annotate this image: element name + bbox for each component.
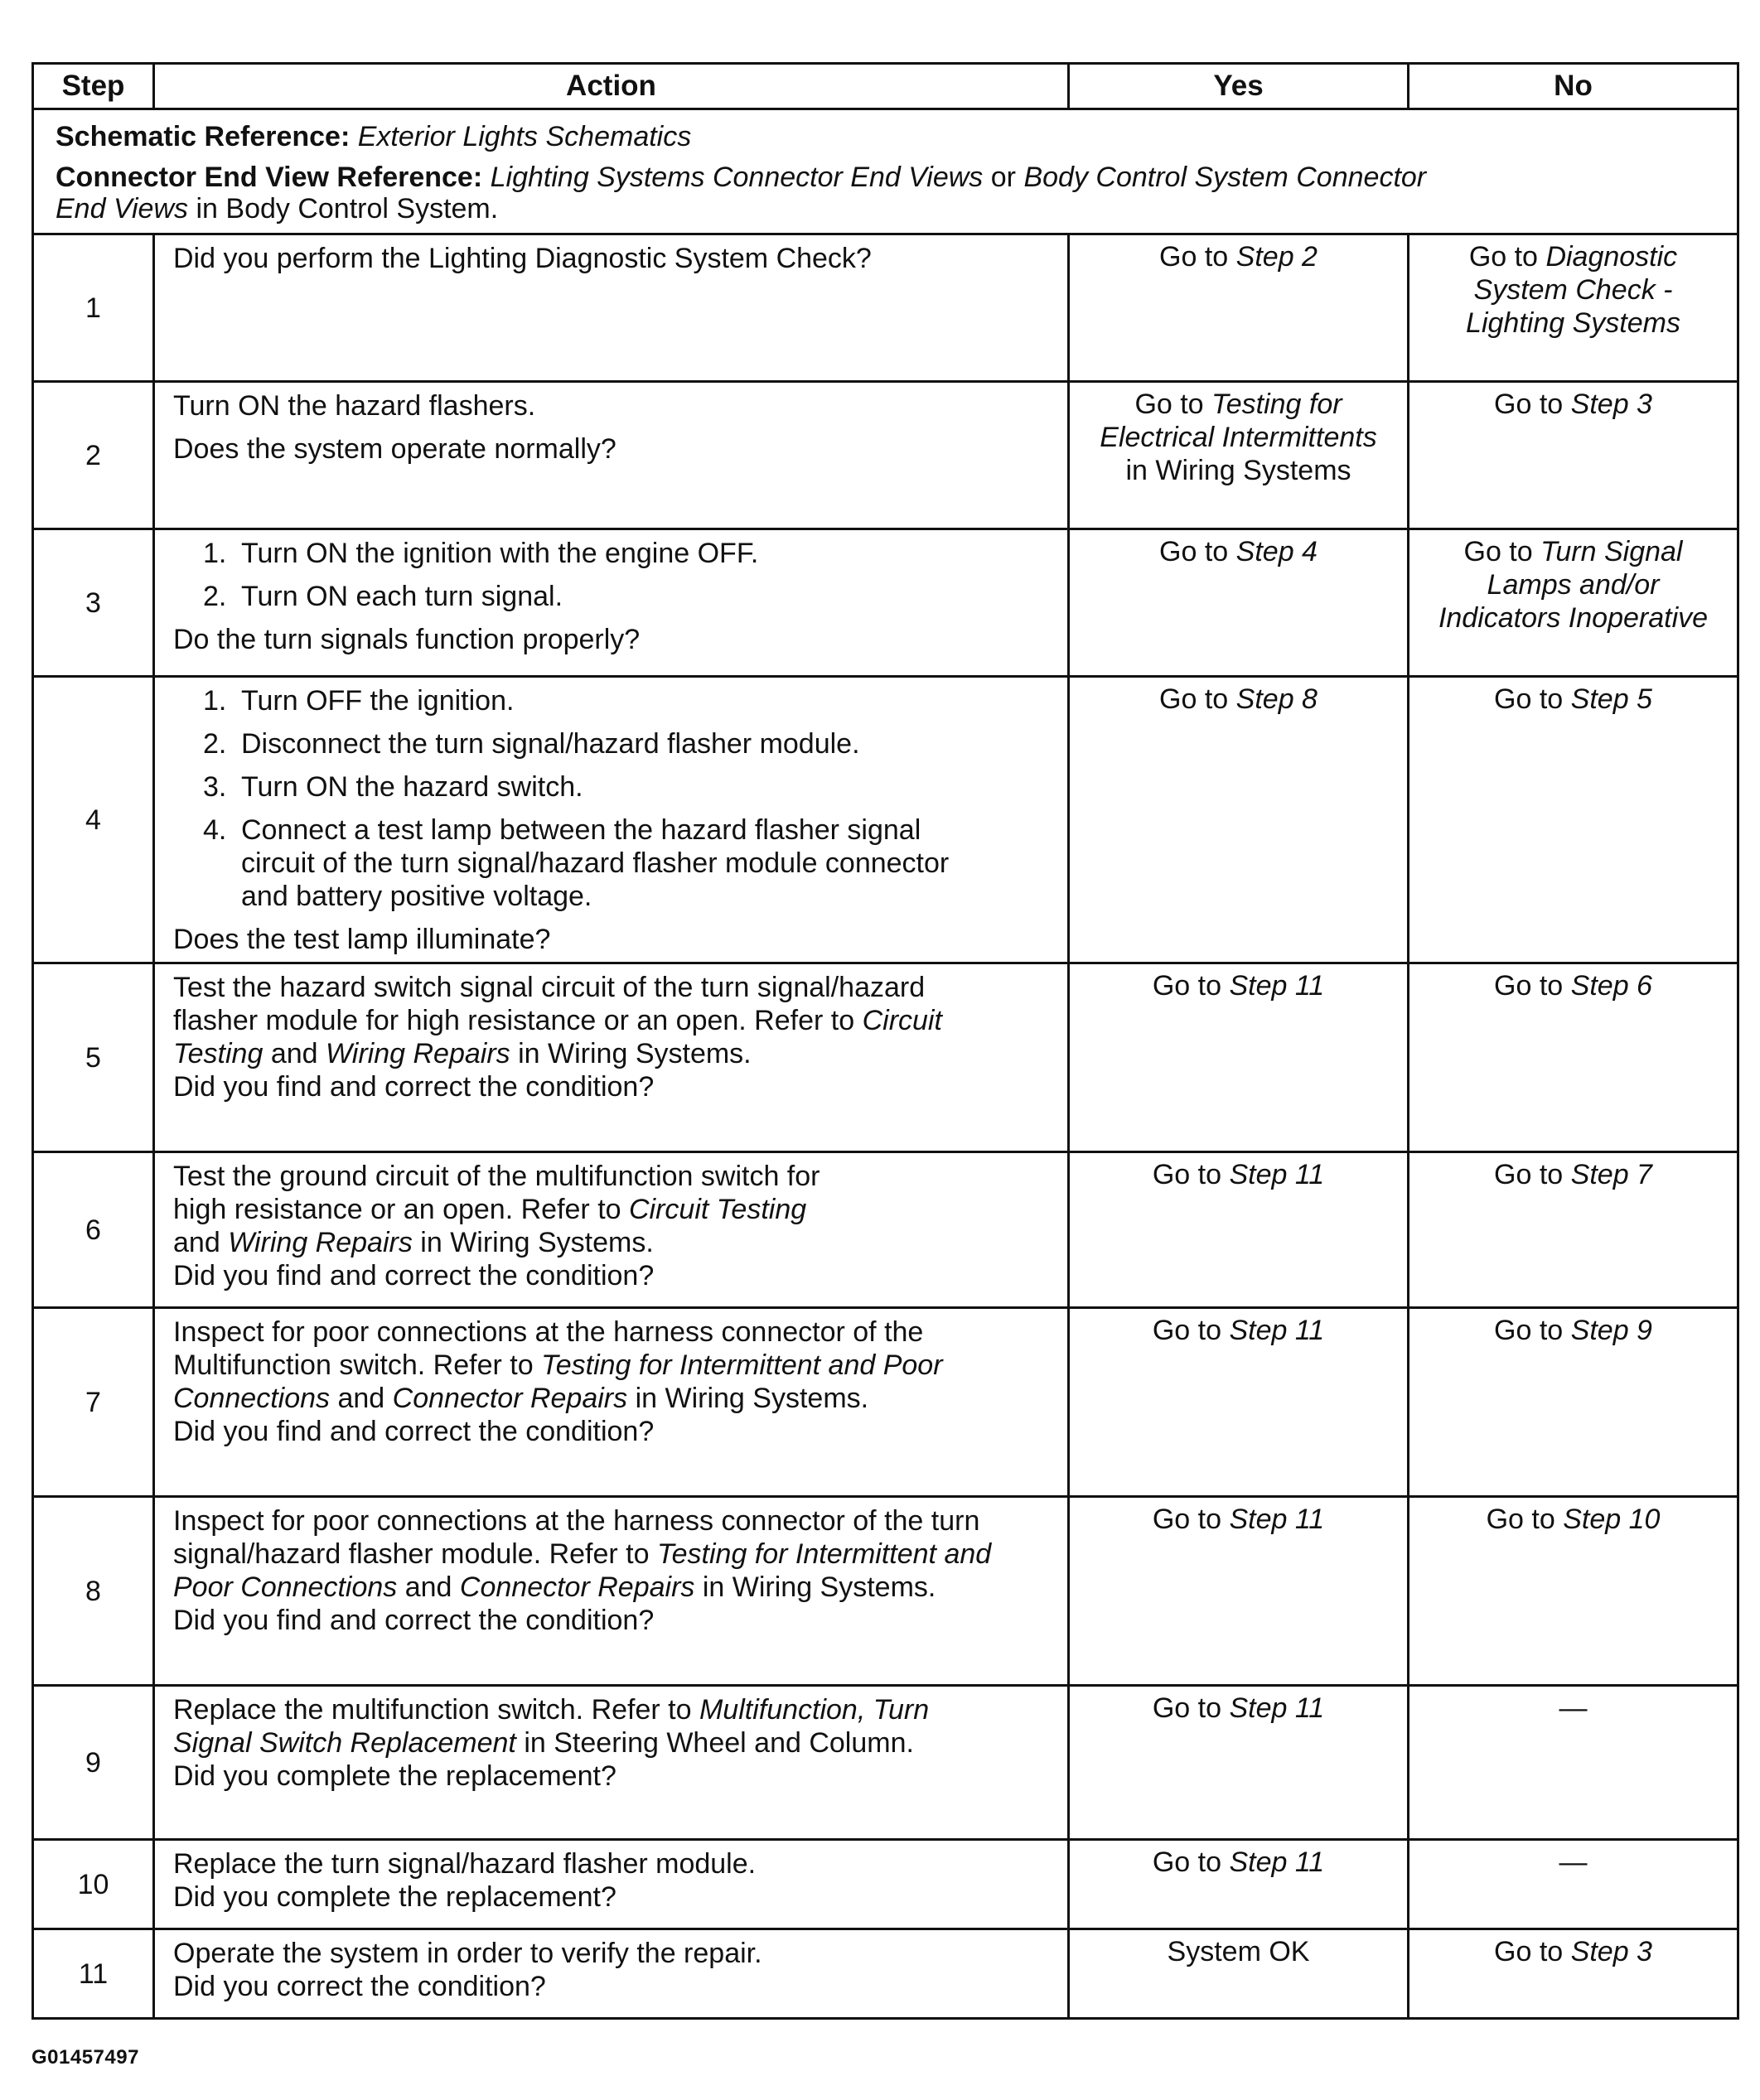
no-prefix: Go to (1494, 389, 1564, 420)
header-yes: Yes (1069, 64, 1409, 109)
action-text-and: and (173, 1227, 220, 1258)
action-text-and: and (270, 1038, 318, 1069)
no-cell (1409, 677, 1738, 963)
action-text-and: and (337, 1383, 385, 1414)
yes-cell (1069, 529, 1409, 677)
list-item-number: 2. (203, 581, 227, 612)
yes-prefix: Go to (1159, 683, 1229, 715)
action-cell (154, 1686, 1069, 1840)
table-row (33, 382, 1738, 529)
no-step-link: Step 9 (1570, 1315, 1652, 1346)
no-dash: — (1559, 1692, 1588, 1724)
action-cell (154, 382, 1069, 529)
action-list (173, 537, 1049, 613)
table-row (33, 1840, 1738, 1929)
action-cell (154, 1497, 1069, 1686)
action-text: Turn ON the hazard flashers. (173, 390, 536, 422)
action-link-1: Circuit Testing (173, 1005, 942, 1069)
action-text-and: and (404, 1571, 452, 1603)
yes-step-link: Step 11 (1229, 1159, 1325, 1190)
yes-suffix: in Wiring Systems (1125, 455, 1351, 486)
schematic-reference-link: Exterior Lights Schematics (357, 121, 692, 152)
no-cell (1409, 529, 1738, 677)
no-link-line-2: System Check - (1473, 274, 1673, 306)
no-link-line-1: Turn Signal (1540, 536, 1683, 567)
action-question: Did you find and correct the condition? (173, 1071, 655, 1103)
action-link-1: Testing for Intermittent and Poor Connections (173, 1538, 992, 1603)
no-prefix: Go to (1494, 1936, 1564, 1967)
action-cell (154, 234, 1069, 382)
no-step-link: Step 3 (1570, 389, 1652, 420)
yes-cell (1069, 1929, 1409, 2019)
yes-link-line-2: Electrical Intermittents (1100, 422, 1377, 453)
yes-prefix: Go to (1152, 1315, 1222, 1346)
no-step-link: Step 7 (1570, 1159, 1652, 1190)
header-no: No (1409, 64, 1738, 109)
action-link-1: Testing for Intermittent and Poor Connections (173, 1349, 943, 1414)
no-cell (1409, 1152, 1738, 1308)
table-row (33, 1497, 1738, 1686)
no-dash: — (1559, 1847, 1588, 1878)
yes-step-link: Step 4 (1235, 536, 1318, 567)
table-row (33, 1929, 1738, 2019)
table-row (33, 963, 1738, 1152)
list-item-text: Turn ON the hazard switch. (241, 771, 583, 803)
action-cell (154, 529, 1069, 677)
yes-step-link: Step 2 (1235, 241, 1318, 273)
action-question: Did you complete the replacement? (173, 1760, 616, 1792)
no-cell (1409, 963, 1738, 1152)
header-row (33, 64, 1738, 109)
no-prefix: Go to (1494, 1315, 1564, 1346)
figure-id: G01457497 (31, 2046, 139, 2069)
no-prefix: Go to (1494, 683, 1564, 715)
yes-step-link: Step 11 (1229, 1315, 1325, 1346)
reference-cell (33, 109, 1738, 234)
step-number: 6 (33, 1152, 154, 1308)
action-text: Test the ground circuit of the multifunction switch for high resistance or an open. Refer to (173, 1161, 820, 1225)
action-cell (154, 1152, 1069, 1308)
step-number: 1 (33, 234, 154, 382)
action-question: Did you find and correct the condition? (173, 1260, 655, 1291)
yes-prefix: Go to (1152, 1159, 1222, 1190)
action-question: Does the system operate normally? (173, 433, 616, 465)
list-item (173, 537, 1049, 570)
yes-step-link: Step 11 (1229, 970, 1325, 1002)
action-text: Replace the turn signal/hazard flasher module. (173, 1848, 757, 1880)
no-link-line-1: Diagnostic (1545, 241, 1678, 273)
action-text-suffix: in Steering Wheel and Column. (524, 1727, 914, 1759)
action-cell (154, 1308, 1069, 1497)
list-item (173, 770, 1049, 804)
no-link-line-2: Lamps and/or (1487, 569, 1660, 601)
yes-step-link: Step 11 (1229, 1692, 1325, 1724)
action-text-suffix: in Wiring Systems. (518, 1038, 752, 1069)
yes-step-link: Step 11 (1229, 1847, 1325, 1878)
action-question: Does the test lamp illuminate? (173, 924, 551, 955)
schematic-reference (56, 120, 1737, 153)
no-prefix: Go to (1494, 970, 1564, 1002)
yes-cell (1069, 1308, 1409, 1497)
no-step-link: Step 10 (1563, 1504, 1661, 1535)
connector-reference-suffix: in Body Control System. (196, 193, 499, 224)
yes-prefix: Go to (1159, 536, 1229, 567)
list-item (173, 813, 1049, 913)
yes-cell (1069, 1152, 1409, 1308)
action-question: Did you find and correct the condition? (173, 1416, 655, 1447)
list-item (173, 727, 1049, 760)
no-cell (1409, 1840, 1738, 1929)
list-item-number: 4. (203, 814, 227, 846)
action-text-suffix: in Wiring Systems. (420, 1227, 654, 1258)
step-number: 10 (33, 1840, 154, 1929)
schematic-reference-label: Schematic Reference: (56, 121, 351, 152)
table-row (33, 1152, 1738, 1308)
yes-cell (1069, 1686, 1409, 1840)
yes-cell (1069, 677, 1409, 963)
no-prefix: Go to (1463, 536, 1533, 567)
action-text: Did you perform the Lighting Diagnostic System Check? (173, 243, 872, 274)
connector-reference-label: Connector End View Reference: (56, 162, 483, 193)
step-number: 5 (33, 963, 154, 1152)
action-text: Inspect for poor connections at the harness connector of the Multifunction switch. Refer to (173, 1316, 924, 1381)
diagnostic-table (31, 62, 1739, 2020)
action-link-2: Connector Repairs (459, 1571, 695, 1603)
no-step-link: Step 6 (1570, 970, 1652, 1002)
step-number: 11 (33, 1929, 154, 2019)
header-action: Action (154, 64, 1069, 109)
no-cell (1409, 382, 1738, 529)
action-text: Inspect for poor connections at the harness connector of the turn signal/hazard flasher module. Refer to (173, 1505, 980, 1570)
step-number: 3 (33, 529, 154, 677)
list-item-number: 1. (203, 685, 227, 717)
yes-cell (1069, 234, 1409, 382)
yes-value: System OK (1167, 1936, 1310, 1967)
list-item-number: 2. (203, 728, 227, 760)
table-row (33, 1308, 1738, 1497)
connector-reference-link-1: Lighting Systems Connector End Views (490, 162, 984, 193)
step-number: 2 (33, 382, 154, 529)
action-link-2: Wiring Repairs (228, 1227, 413, 1258)
yes-step-link: Step 11 (1229, 1504, 1325, 1535)
action-question: Did you correct the condition? (173, 1971, 546, 2002)
yes-cell (1069, 963, 1409, 1152)
yes-prefix: Go to (1152, 1692, 1222, 1724)
action-question: Do the turn signals function properly? (173, 624, 641, 655)
header-step: Step (33, 64, 154, 109)
connector-reference-link-2b: End Views (56, 193, 189, 224)
list-item-text: Disconnect the turn signal/hazard flasher module. (241, 728, 860, 760)
step-number: 4 (33, 677, 154, 963)
yes-cell (1069, 1840, 1409, 1929)
action-link-1: Circuit Testing (629, 1194, 807, 1225)
connector-reference (56, 162, 1737, 224)
no-cell (1409, 1929, 1738, 2019)
no-cell (1409, 1686, 1738, 1840)
yes-prefix: Go to (1159, 241, 1229, 273)
list-item-text: Turn ON each turn signal. (241, 581, 563, 612)
no-step-link: Step 5 (1570, 683, 1652, 715)
yes-link-line-1: Testing for (1211, 389, 1342, 420)
action-cell (154, 963, 1069, 1152)
yes-prefix: Go to (1152, 1847, 1222, 1878)
action-text: Replace the multifunction switch. Refer to (173, 1694, 692, 1726)
connector-reference-link-2a: Body Control System Connector (1023, 162, 1427, 193)
action-question: Did you complete the replacement? (173, 1881, 616, 1913)
yes-cell (1069, 382, 1409, 529)
no-prefix: Go to (1486, 1504, 1555, 1535)
action-text-suffix: in Wiring Systems. (702, 1571, 936, 1603)
action-text-suffix: in Wiring Systems. (635, 1383, 869, 1414)
list-item (173, 580, 1049, 613)
no-cell (1409, 1497, 1738, 1686)
table-row (33, 677, 1738, 963)
no-link-line-3: Lighting Systems (1466, 307, 1680, 339)
yes-prefix: Go to (1134, 389, 1204, 420)
list-item-text: Turn ON the ignition with the engine OFF. (241, 538, 759, 569)
list-item-number: 3. (203, 771, 227, 803)
no-step-link: Step 3 (1570, 1936, 1652, 1967)
connector-reference-or: or (990, 162, 1016, 193)
action-link-2: Connector Repairs (392, 1383, 628, 1414)
action-text: Operate the system in order to verify the repair. (173, 1938, 762, 1969)
action-link-2: Wiring Repairs (326, 1038, 510, 1069)
reference-row (33, 109, 1738, 234)
yes-prefix: Go to (1152, 1504, 1222, 1535)
no-cell (1409, 1308, 1738, 1497)
action-cell (154, 677, 1069, 963)
no-cell (1409, 234, 1738, 382)
step-number: 7 (33, 1308, 154, 1497)
action-text: Test the hazard switch signal circuit of the turn signal/hazard flasher module for high resistance or an open. Refer to (173, 972, 926, 1036)
action-link-1: Multifunction, Turn Signal Switch Replacement (173, 1694, 930, 1759)
no-link-line-3: Indicators Inoperative (1438, 602, 1709, 634)
list-item-number: 1. (203, 538, 227, 569)
step-number: 9 (33, 1686, 154, 1840)
step-number: 8 (33, 1497, 154, 1686)
action-cell (154, 1840, 1069, 1929)
table-row (33, 234, 1738, 382)
action-list (173, 684, 1049, 913)
list-item-text: Turn OFF the ignition. (241, 685, 515, 717)
table-row (33, 529, 1738, 677)
action-cell (154, 1929, 1069, 2019)
no-prefix: Go to (1468, 241, 1538, 273)
yes-cell (1069, 1497, 1409, 1686)
list-item-text: Connect a test lamp between the hazard flasher signal circuit of the turn signal/hazard flasher module connector and battery positive voltage. (241, 814, 950, 912)
no-prefix: Go to (1494, 1159, 1564, 1190)
yes-step-link: Step 8 (1235, 683, 1318, 715)
action-question: Did you find and correct the condition? (173, 1605, 655, 1636)
table-row (33, 1686, 1738, 1840)
yes-prefix: Go to (1152, 970, 1222, 1002)
list-item (173, 684, 1049, 717)
